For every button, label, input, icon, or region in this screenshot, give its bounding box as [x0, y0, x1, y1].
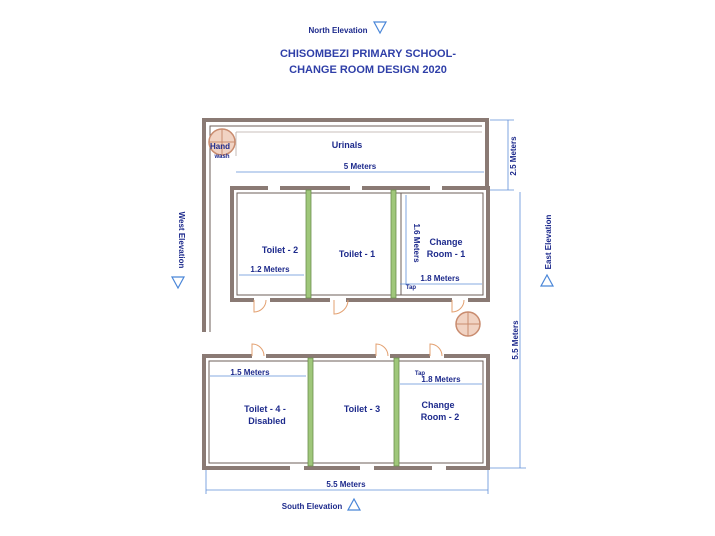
- east-elevation-marker-icon: [541, 275, 553, 286]
- partition-toilet4-toilet3: [308, 358, 313, 466]
- hand-wash-label-1: Hand: [210, 142, 230, 151]
- change-room-1-label-1: Change: [429, 237, 463, 247]
- tap-2-label: Tap: [414, 371, 426, 377]
- toilet-4-label-2: Disabled: [248, 416, 286, 426]
- partition-toilet2-toilet1: [306, 190, 311, 298]
- corridor-basin: [456, 312, 480, 336]
- toilet-3-label: Toilet - 3: [343, 404, 381, 414]
- toilet-1-label: Toilet - 1: [338, 249, 376, 259]
- change-room-1-label-2: Room - 1: [426, 249, 466, 259]
- dim-change2-label: 1.8 Meters: [421, 375, 461, 384]
- west-elevation-label: West Elevation: [177, 211, 186, 269]
- partition-toilet1-change1: [391, 190, 396, 298]
- tap-1-label: Tap: [405, 285, 417, 291]
- dim-change1-width-label: 1.8 Meters: [420, 274, 460, 283]
- dim-top-5m-label: 5 Meters: [343, 162, 377, 171]
- dim-toilet2-label: 1.2 Meters: [250, 265, 290, 274]
- change-room-2-label-1: Change: [421, 400, 455, 410]
- dim-right-2-5m-label: 2.5 Meters: [509, 136, 518, 176]
- north-elevation-marker-icon: [374, 22, 386, 33]
- partition-toilet3-change2: [394, 358, 399, 466]
- dim-change1-height-label: 1.6 Meters: [412, 223, 421, 263]
- urinals-label: Urinals: [331, 140, 363, 150]
- dim-bottom-5-5m-label: 5.5 Meters: [326, 480, 366, 489]
- plan-title-line-1: CHISOMBEZI PRIMARY SCHOOL-: [279, 48, 457, 60]
- hand-wash-basin: [209, 129, 235, 160]
- dim-right-5-5m-label: 5.5 Meters: [511, 320, 520, 360]
- north-elevation-label: North Elevation: [308, 26, 368, 35]
- south-elevation-label: South Elevation: [281, 502, 343, 511]
- upper-block: [204, 120, 488, 332]
- toilet-4-label-1: Toilet - 4 -: [244, 404, 286, 414]
- west-elevation-marker-icon: [172, 277, 184, 288]
- south-elevation-marker-icon: [348, 499, 360, 510]
- change-room-2-label-2: Room - 2: [420, 412, 460, 422]
- hand-wash-label-2: wash: [214, 154, 230, 160]
- dim-toilet4-label: 1.5 Meters: [230, 368, 270, 377]
- plan-title-line-2: CHANGE ROOM DESIGN 2020: [289, 64, 447, 76]
- toilet-2-label: Toilet - 2: [261, 245, 299, 255]
- east-elevation-label: East Elevation: [544, 214, 553, 270]
